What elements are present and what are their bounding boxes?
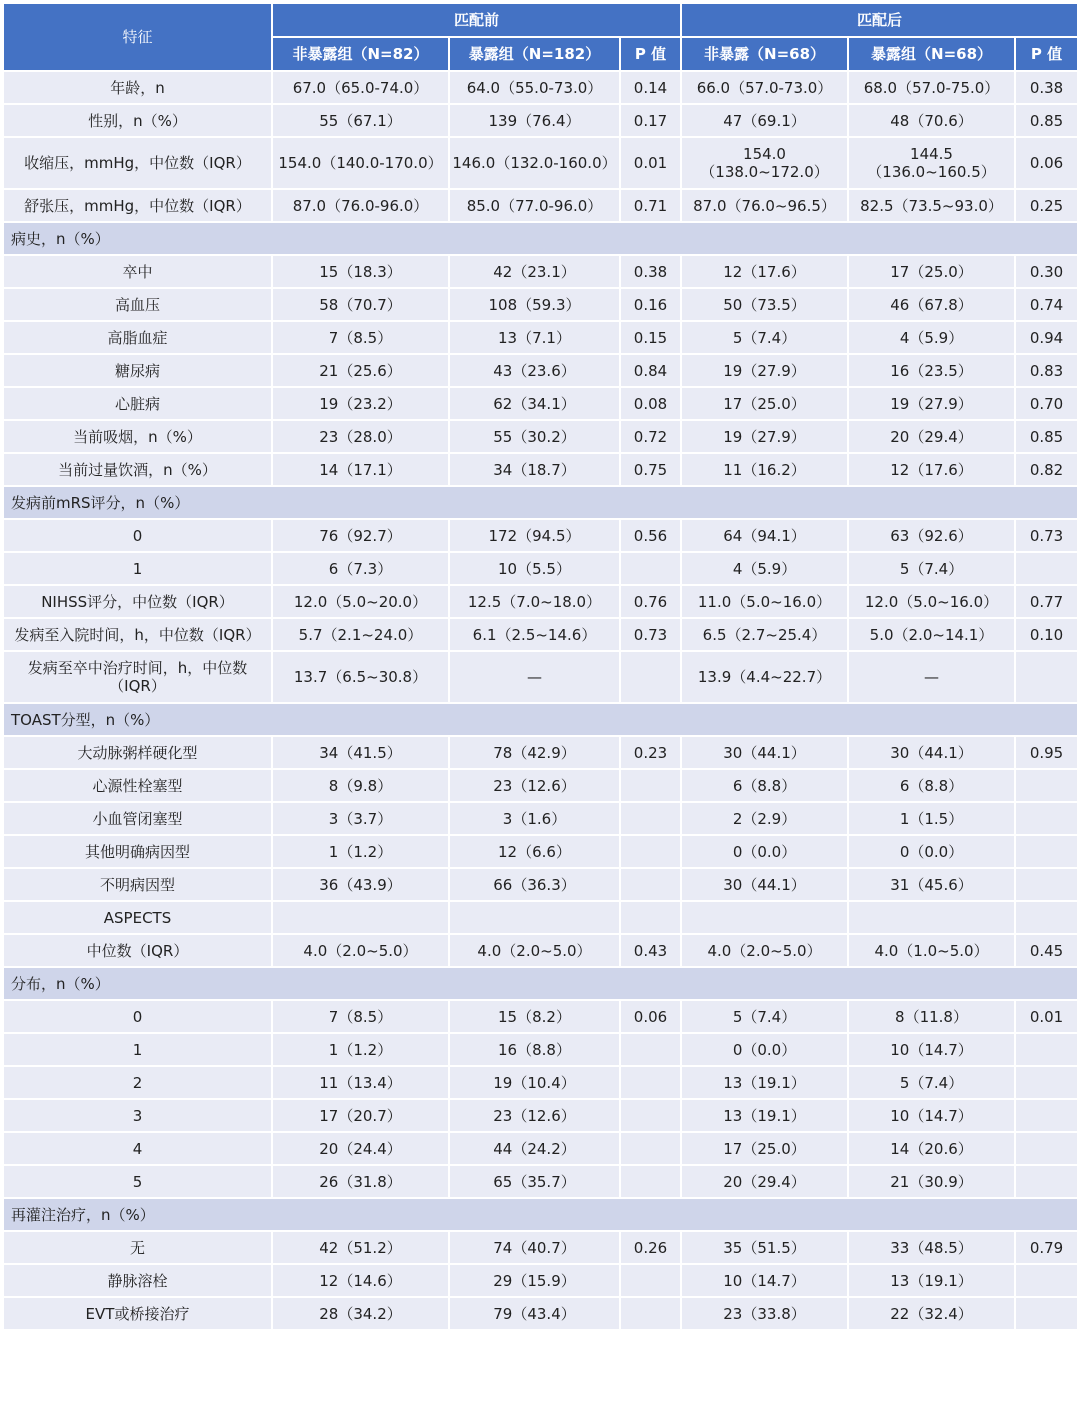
table-row [3, 288, 1078, 321]
value-cell: 50（73.5） [681, 288, 848, 321]
row-label: EVT或桥接治疗 [3, 1297, 272, 1330]
value-cell [449, 901, 620, 934]
row-label: 年龄，n [3, 71, 272, 104]
row-label: 当前过量饮酒，n（%） [3, 453, 272, 486]
p-value-cell [620, 835, 681, 868]
value-cell: 5.0（2.0~14.1） [848, 618, 1015, 651]
p-value-cell: 0.08 [620, 387, 681, 420]
value-cell: 20（24.4） [272, 1132, 449, 1165]
value-cell: 19（23.2） [272, 387, 449, 420]
table-row [3, 1066, 1078, 1099]
value-cell: 146.0（132.0-160.0） [449, 137, 620, 189]
p-value-cell: 0.01 [620, 137, 681, 189]
p-value-cell: 0.43 [620, 934, 681, 967]
value-cell: 23（12.6） [449, 1099, 620, 1132]
row-label: 性别，n（%） [3, 104, 272, 137]
table-row [3, 137, 1078, 189]
value-cell: 33（48.5） [848, 1231, 1015, 1264]
p-value-cell [620, 552, 681, 585]
value-cell: 30（44.1） [681, 736, 848, 769]
value-cell: 12（14.6） [272, 1264, 449, 1297]
section-row [3, 222, 1078, 255]
value-cell: 14（20.6） [848, 1132, 1015, 1165]
p-value-cell [620, 1297, 681, 1330]
header-col: 暴露组（N=182） [449, 37, 620, 71]
row-label: 舒张压，mmHg，中位数（IQR） [3, 189, 272, 222]
row-label: 5 [3, 1165, 272, 1198]
value-cell: 21（25.6） [272, 354, 449, 387]
value-cell: 144.5（136.0~160.5） [848, 137, 1015, 189]
table-row [3, 255, 1078, 288]
p-value-cell: 0.74 [1015, 288, 1078, 321]
p-value-cell: 0.75 [620, 453, 681, 486]
p-value-cell [1015, 868, 1078, 901]
value-cell: 4（5.9） [681, 552, 848, 585]
table-row [3, 321, 1078, 354]
table-row [3, 189, 1078, 222]
table-row [3, 1297, 1078, 1330]
value-cell: 15（8.2） [449, 1000, 620, 1033]
p-value-cell: 0.17 [620, 104, 681, 137]
p-value-cell: 0.85 [1015, 420, 1078, 453]
value-cell: 29（15.9） [449, 1264, 620, 1297]
p-value-cell [1015, 552, 1078, 585]
value-cell: 23（28.0） [272, 420, 449, 453]
table-row [3, 1132, 1078, 1165]
value-cell: 10（14.7） [848, 1099, 1015, 1132]
table-row [3, 519, 1078, 552]
value-cell: 64（94.1） [681, 519, 848, 552]
p-value-cell: 0.56 [620, 519, 681, 552]
p-value-cell: 0.83 [1015, 354, 1078, 387]
p-value-cell [620, 651, 681, 703]
value-cell: 55（67.1） [272, 104, 449, 137]
table-row [3, 71, 1078, 104]
row-label: 发病至卒中治疗时间，h，中位数（IQR） [3, 651, 272, 703]
value-cell: 5（7.4） [681, 1000, 848, 1033]
value-cell: 19（27.9） [681, 354, 848, 387]
value-cell: 6（8.8） [848, 769, 1015, 802]
table-row [3, 354, 1078, 387]
value-cell: 58（70.7） [272, 288, 449, 321]
p-value-cell: 0.71 [620, 189, 681, 222]
p-value-cell: 0.94 [1015, 321, 1078, 354]
row-label: 1 [3, 1033, 272, 1066]
value-cell: 64.0（55.0-73.0） [449, 71, 620, 104]
p-value-cell [620, 1132, 681, 1165]
value-cell: 46（67.8） [848, 288, 1015, 321]
value-cell: 23（33.8） [681, 1297, 848, 1330]
value-cell: 28（34.2） [272, 1297, 449, 1330]
value-cell: 10（5.5） [449, 552, 620, 585]
table-row [3, 901, 1078, 934]
value-cell: 12.0（5.0~16.0） [848, 585, 1015, 618]
table-row [3, 1264, 1078, 1297]
p-value-cell [620, 1033, 681, 1066]
p-value-cell [1015, 1099, 1078, 1132]
section-row [3, 486, 1078, 519]
value-cell: 13.9（4.4~22.7） [681, 651, 848, 703]
p-value-cell: 0.77 [1015, 585, 1078, 618]
value-cell: 10（14.7） [848, 1033, 1015, 1066]
row-label: 无 [3, 1231, 272, 1264]
value-cell: 63（92.6） [848, 519, 1015, 552]
table-row [3, 1099, 1078, 1132]
p-value-cell: 0.45 [1015, 934, 1078, 967]
value-cell: 34（18.7） [449, 453, 620, 486]
value-cell: 20（29.4） [848, 420, 1015, 453]
value-cell: 62（34.1） [449, 387, 620, 420]
p-value-cell: 0.72 [620, 420, 681, 453]
p-value-cell [1015, 1132, 1078, 1165]
p-value-cell [1015, 1297, 1078, 1330]
value-cell: 19（10.4） [449, 1066, 620, 1099]
value-cell: 154.0（140.0-170.0） [272, 137, 449, 189]
table-row [3, 1165, 1078, 1198]
header-feature: 特征 [3, 3, 272, 71]
value-cell: 30（44.1） [681, 868, 848, 901]
value-cell: — [848, 651, 1015, 703]
p-value-cell: 0.23 [620, 736, 681, 769]
row-label: 3 [3, 1099, 272, 1132]
value-cell: 1（1.5） [848, 802, 1015, 835]
value-cell: 17（25.0） [681, 1132, 848, 1165]
value-cell: 8（9.8） [272, 769, 449, 802]
value-cell: 19（27.9） [681, 420, 848, 453]
value-cell: 11（13.4） [272, 1066, 449, 1099]
value-cell: 20（29.4） [681, 1165, 848, 1198]
value-cell: 87.0（76.0-96.0） [272, 189, 449, 222]
header-after-matching: 匹配后 [681, 3, 1078, 37]
value-cell: 172（94.5） [449, 519, 620, 552]
value-cell: 48（70.6） [848, 104, 1015, 137]
value-cell: 85.0（77.0-96.0） [449, 189, 620, 222]
value-cell: 22（32.4） [848, 1297, 1015, 1330]
p-value-cell: 0.70 [1015, 387, 1078, 420]
section-label: 分布，n（%） [3, 967, 1078, 1000]
value-cell: 13（19.1） [848, 1264, 1015, 1297]
row-label: 收缩压，mmHg，中位数（IQR） [3, 137, 272, 189]
table-row [3, 420, 1078, 453]
value-cell: 42（51.2） [272, 1231, 449, 1264]
value-cell: 2（2.9） [681, 802, 848, 835]
value-cell: 47（69.1） [681, 104, 848, 137]
p-value-cell [1015, 835, 1078, 868]
p-value-cell [1015, 1165, 1078, 1198]
value-cell: 6（8.8） [681, 769, 848, 802]
row-label: 发病至入院时间，h，中位数（IQR） [3, 618, 272, 651]
p-value-cell: 0.26 [620, 1231, 681, 1264]
value-cell: 4.0（2.0~5.0） [272, 934, 449, 967]
header-col: P 值 [1015, 37, 1078, 71]
table-row [3, 387, 1078, 420]
value-cell: 44（24.2） [449, 1132, 620, 1165]
value-cell: 7（8.5） [272, 1000, 449, 1033]
value-cell: 17（25.0） [848, 255, 1015, 288]
value-cell: 1（1.2） [272, 835, 449, 868]
table-row [3, 552, 1078, 585]
table-row [3, 934, 1078, 967]
value-cell: 108（59.3） [449, 288, 620, 321]
value-cell: 3（3.7） [272, 802, 449, 835]
table-row [3, 618, 1078, 651]
value-cell: 13（19.1） [681, 1066, 848, 1099]
p-value-cell: 0.73 [620, 618, 681, 651]
table-row [3, 453, 1078, 486]
row-label: 2 [3, 1066, 272, 1099]
p-value-cell: 0.06 [1015, 137, 1078, 189]
p-value-cell [1015, 651, 1078, 703]
p-value-cell [1015, 1066, 1078, 1099]
value-cell: 12.0（5.0~20.0） [272, 585, 449, 618]
p-value-cell: 0.79 [1015, 1231, 1078, 1264]
p-value-cell: 0.76 [620, 585, 681, 618]
table-header [3, 3, 1078, 71]
p-value-cell: 0.30 [1015, 255, 1078, 288]
value-cell [681, 901, 848, 934]
value-cell: 11.0（5.0~16.0） [681, 585, 848, 618]
p-value-cell [620, 1165, 681, 1198]
value-cell: 0（0.0） [681, 1033, 848, 1066]
value-cell: 4.0（2.0~5.0） [681, 934, 848, 967]
p-value-cell [620, 802, 681, 835]
section-label: 再灌注治疗，n（%） [3, 1198, 1078, 1231]
value-cell: 6.1（2.5~14.6） [449, 618, 620, 651]
value-cell: 30（44.1） [848, 736, 1015, 769]
value-cell: 11（16.2） [681, 453, 848, 486]
row-label: ASPECTS [3, 901, 272, 934]
value-cell: 34（41.5） [272, 736, 449, 769]
p-value-cell [620, 901, 681, 934]
value-cell: 5（7.4） [848, 1066, 1015, 1099]
value-cell: 79（43.4） [449, 1297, 620, 1330]
table-body [3, 71, 1078, 1330]
value-cell: 13（7.1） [449, 321, 620, 354]
value-cell [848, 901, 1015, 934]
value-cell: 0（0.0） [848, 835, 1015, 868]
value-cell: 23（12.6） [449, 769, 620, 802]
table-row [3, 585, 1078, 618]
table-row [3, 769, 1078, 802]
p-value-cell [620, 769, 681, 802]
value-cell: 65（35.7） [449, 1165, 620, 1198]
p-value-cell [620, 1099, 681, 1132]
value-cell: 10（14.7） [681, 1264, 848, 1297]
row-label: NIHSS评分，中位数（IQR） [3, 585, 272, 618]
p-value-cell: 0.73 [1015, 519, 1078, 552]
value-cell: 42（23.1） [449, 255, 620, 288]
table-row [3, 1033, 1078, 1066]
value-cell: 17（25.0） [681, 387, 848, 420]
value-cell: 17（20.7） [272, 1099, 449, 1132]
section-row [3, 703, 1078, 736]
value-cell: 12（17.6） [681, 255, 848, 288]
p-value-cell: 0.10 [1015, 618, 1078, 651]
section-row [3, 1198, 1078, 1231]
value-cell: 74（40.7） [449, 1231, 620, 1264]
value-cell: 1（1.2） [272, 1033, 449, 1066]
value-cell: 55（30.2） [449, 420, 620, 453]
p-value-cell: 0.95 [1015, 736, 1078, 769]
value-cell [272, 901, 449, 934]
value-cell: 21（30.9） [848, 1165, 1015, 1198]
value-cell: 19（27.9） [848, 387, 1015, 420]
section-row [3, 967, 1078, 1000]
value-cell: 8（11.8） [848, 1000, 1015, 1033]
row-label: 0 [3, 519, 272, 552]
p-value-cell [620, 1264, 681, 1297]
value-cell: 6（7.3） [272, 552, 449, 585]
value-cell: 13.7（6.5~30.8） [272, 651, 449, 703]
header-before-matching: 匹配前 [272, 3, 681, 37]
p-value-cell [1015, 769, 1078, 802]
header-col: 非暴露组（N=82） [272, 37, 449, 71]
value-cell: 31（45.6） [848, 868, 1015, 901]
table-row [3, 1231, 1078, 1264]
row-label: 当前吸烟，n（%） [3, 420, 272, 453]
value-cell: 154.0（138.0~172.0） [681, 137, 848, 189]
value-cell: 26（31.8） [272, 1165, 449, 1198]
row-label: 0 [3, 1000, 272, 1033]
value-cell: 68.0（57.0-75.0） [848, 71, 1015, 104]
value-cell: 67.0（65.0-74.0） [272, 71, 449, 104]
header-col: P 值 [620, 37, 681, 71]
value-cell: 5（7.4） [681, 321, 848, 354]
header-col: 暴露组（N=68） [848, 37, 1015, 71]
p-value-cell: 0.82 [1015, 453, 1078, 486]
table-row [3, 802, 1078, 835]
value-cell: 4（5.9） [848, 321, 1015, 354]
value-cell: 12（17.6） [848, 453, 1015, 486]
value-cell: 0（0.0） [681, 835, 848, 868]
p-value-cell: 0.16 [620, 288, 681, 321]
section-label: TOAST分型，n（%） [3, 703, 1078, 736]
row-label: 大动脉粥样硬化型 [3, 736, 272, 769]
value-cell: 6.5（2.7~25.4） [681, 618, 848, 651]
table-row [3, 868, 1078, 901]
value-cell: 14（17.1） [272, 453, 449, 486]
table-row [3, 1000, 1078, 1033]
p-value-cell: 0.14 [620, 71, 681, 104]
value-cell: 4.0（1.0~5.0） [848, 934, 1015, 967]
p-value-cell [620, 1066, 681, 1099]
row-label: 4 [3, 1132, 272, 1165]
p-value-cell: 0.84 [620, 354, 681, 387]
row-label: 糖尿病 [3, 354, 272, 387]
value-cell: 4.0（2.0~5.0） [449, 934, 620, 967]
section-label: 病史，n（%） [3, 222, 1078, 255]
table-row [3, 835, 1078, 868]
value-cell: 139（76.4） [449, 104, 620, 137]
section-label: 发病前mRS评分，n（%） [3, 486, 1078, 519]
p-value-cell [1015, 901, 1078, 934]
p-value-cell [1015, 802, 1078, 835]
row-label: 心脏病 [3, 387, 272, 420]
p-value-cell: 0.38 [1015, 71, 1078, 104]
row-label: 不明病因型 [3, 868, 272, 901]
value-cell: 12.5（7.0~18.0） [449, 585, 620, 618]
value-cell: 15（18.3） [272, 255, 449, 288]
p-value-cell: 0.25 [1015, 189, 1078, 222]
p-value-cell: 0.06 [620, 1000, 681, 1033]
p-value-cell [1015, 1033, 1078, 1066]
row-label: 高脂血症 [3, 321, 272, 354]
p-value-cell [1015, 1264, 1078, 1297]
p-value-cell: 0.38 [620, 255, 681, 288]
value-cell: 66.0（57.0-73.0） [681, 71, 848, 104]
row-label: 1 [3, 552, 272, 585]
row-label: 小血管闭塞型 [3, 802, 272, 835]
table-row [3, 651, 1078, 703]
row-label: 其他明确病因型 [3, 835, 272, 868]
value-cell: 5（7.4） [848, 552, 1015, 585]
p-value-cell [620, 868, 681, 901]
value-cell: 76（92.7） [272, 519, 449, 552]
value-cell: 35（51.5） [681, 1231, 848, 1264]
value-cell: 13（19.1） [681, 1099, 848, 1132]
baseline-characteristics-table [2, 2, 1079, 1331]
value-cell: 16（8.8） [449, 1033, 620, 1066]
value-cell: 78（42.9） [449, 736, 620, 769]
row-label: 静脉溶栓 [3, 1264, 272, 1297]
value-cell: 7（8.5） [272, 321, 449, 354]
p-value-cell: 0.15 [620, 321, 681, 354]
value-cell: 3（1.6） [449, 802, 620, 835]
table-row [3, 104, 1078, 137]
value-cell: 12（6.6） [449, 835, 620, 868]
row-label: 中位数（IQR） [3, 934, 272, 967]
value-cell: 43（23.6） [449, 354, 620, 387]
row-label: 卒中 [3, 255, 272, 288]
header-col: 非暴露（N=68） [681, 37, 848, 71]
p-value-cell: 0.01 [1015, 1000, 1078, 1033]
value-cell: 36（43.9） [272, 868, 449, 901]
row-label: 高血压 [3, 288, 272, 321]
row-label: 心源性栓塞型 [3, 769, 272, 802]
p-value-cell: 0.85 [1015, 104, 1078, 137]
value-cell: 16（23.5） [848, 354, 1015, 387]
value-cell: 66（36.3） [449, 868, 620, 901]
value-cell: — [449, 651, 620, 703]
value-cell: 5.7（2.1~24.0） [272, 618, 449, 651]
table-row [3, 736, 1078, 769]
value-cell: 87.0（76.0~96.5） [681, 189, 848, 222]
value-cell: 82.5（73.5~93.0） [848, 189, 1015, 222]
